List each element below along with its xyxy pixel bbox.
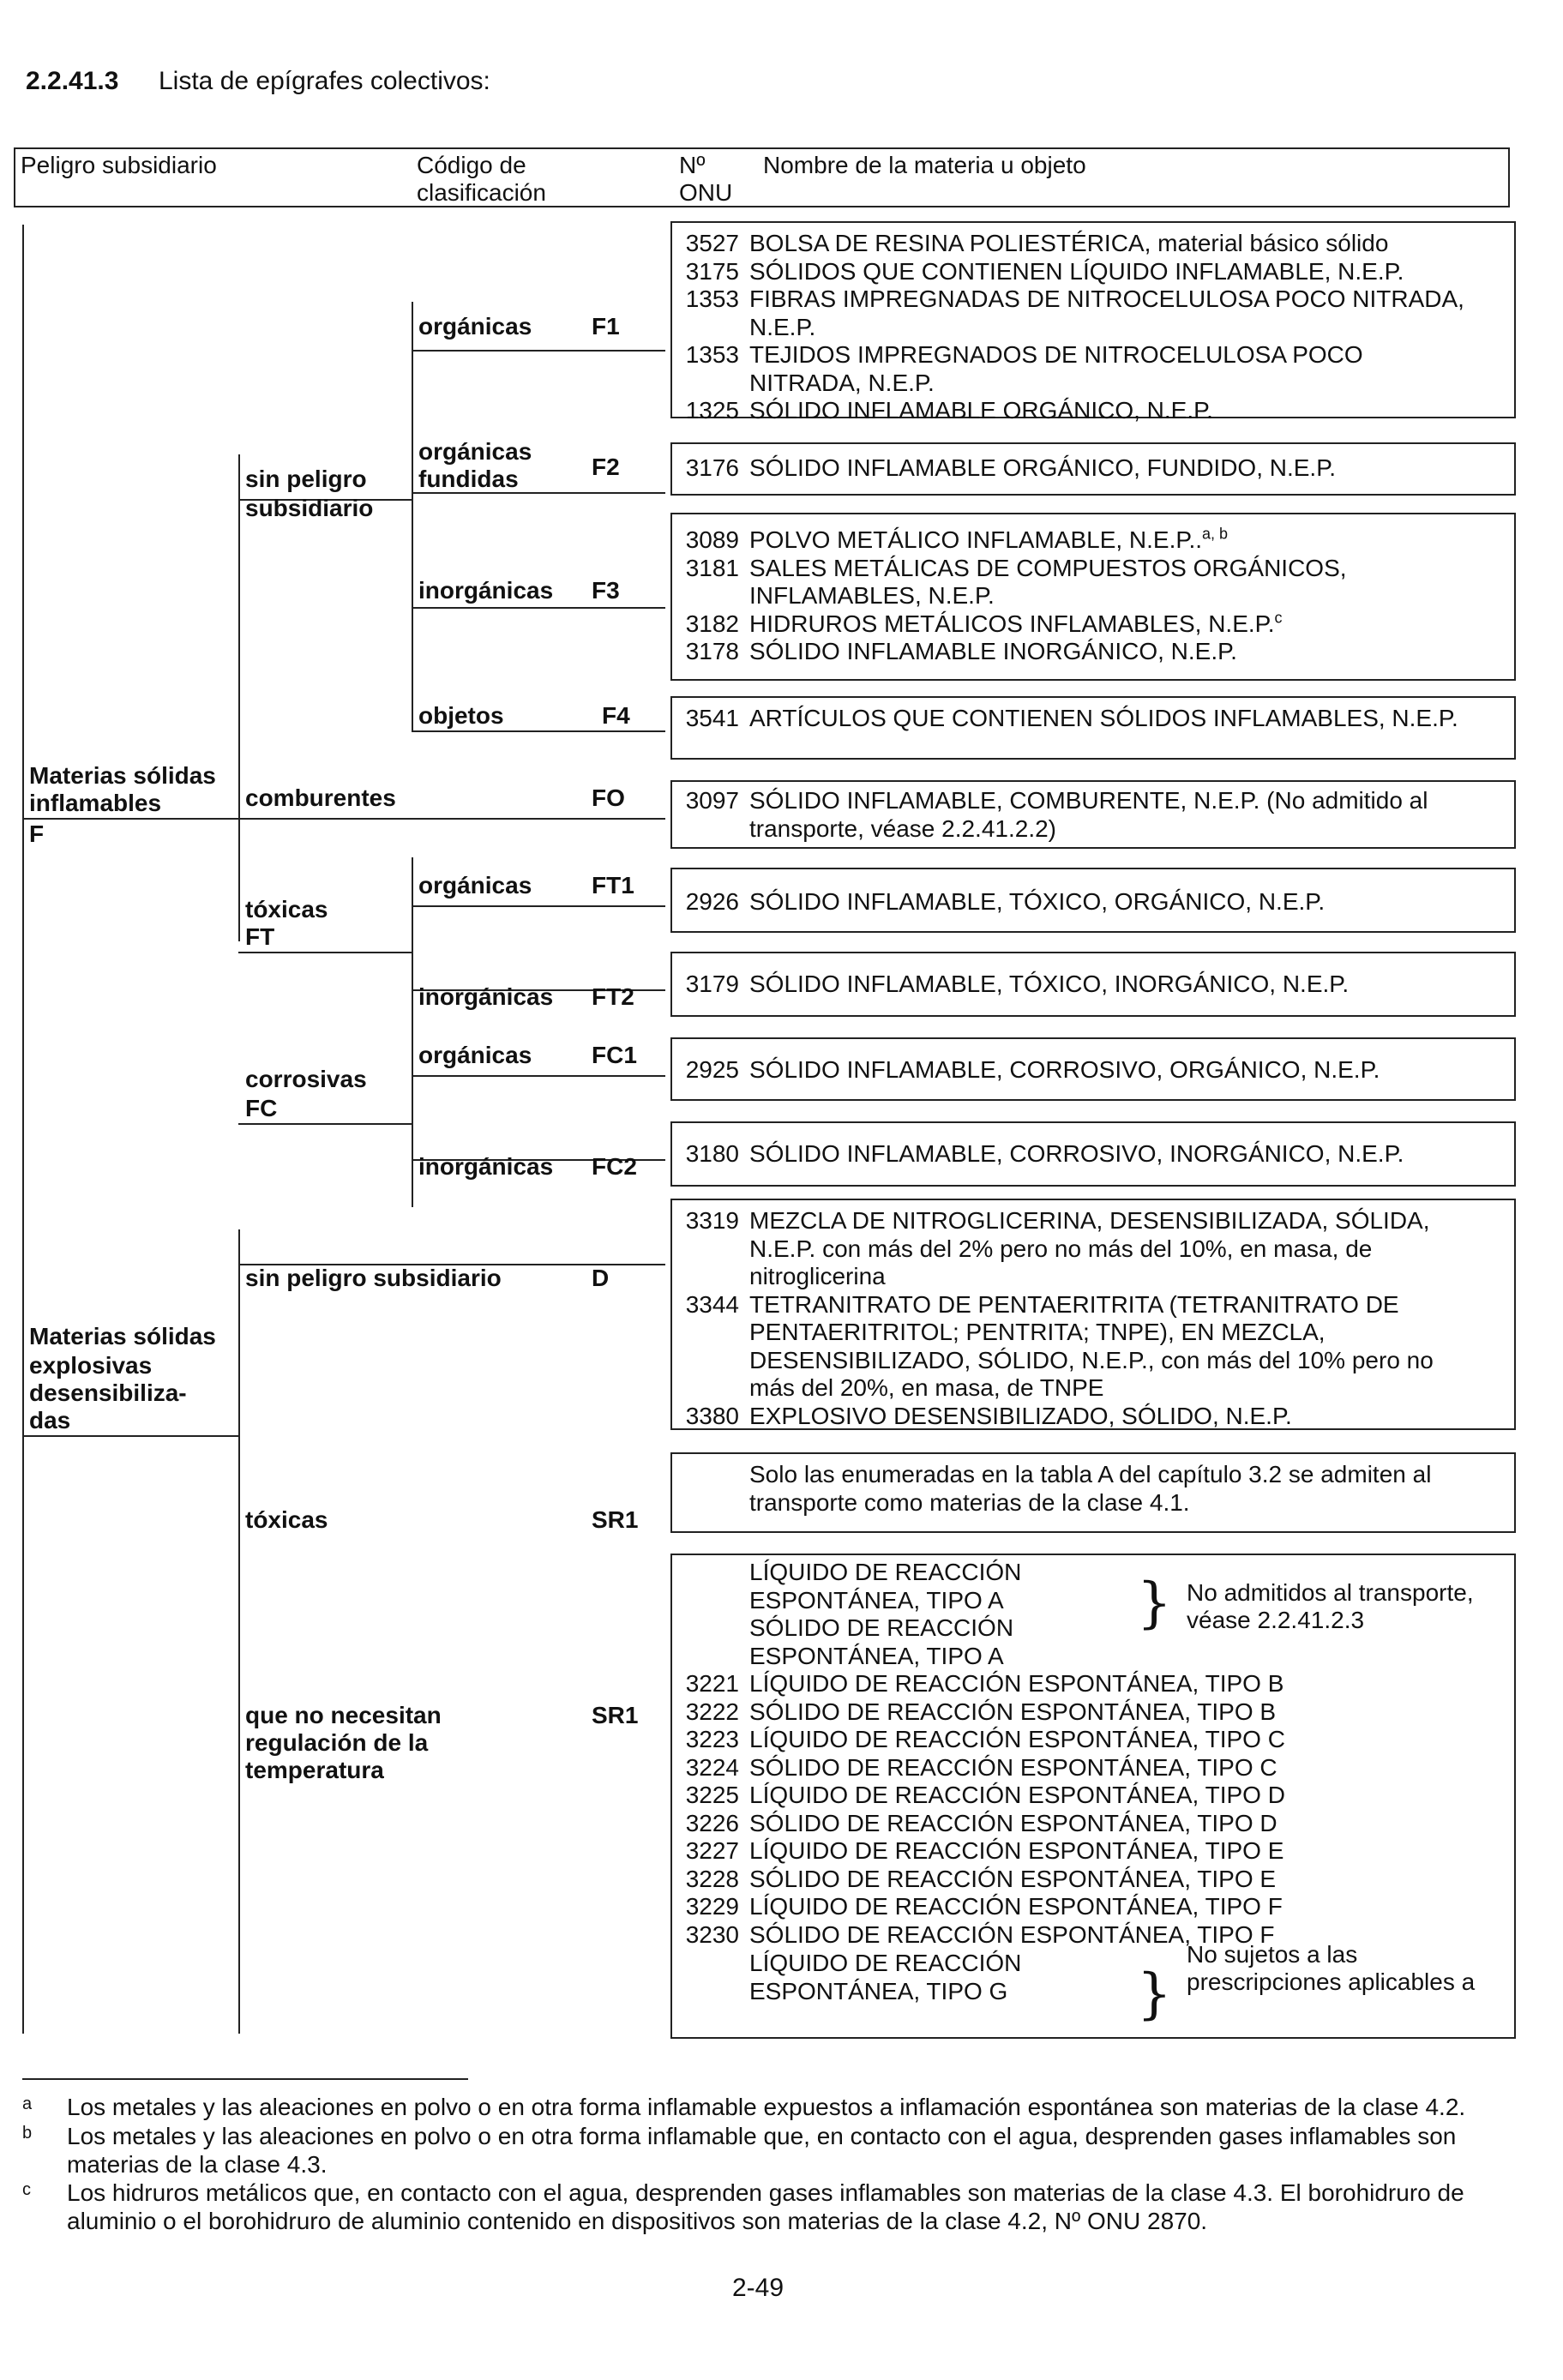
section-number: 2.2.41.3 xyxy=(26,67,119,95)
entry-line xyxy=(677,1140,1404,1169)
entry-line xyxy=(677,397,1213,425)
label-inorganicas-f3: inorgánicas xyxy=(418,577,554,604)
label-inorganicas-fc2: inorgánicas xyxy=(418,1153,554,1180)
entries-box-fc2 xyxy=(670,1121,1516,1187)
entry-line xyxy=(677,1726,1285,1754)
tree-line-main xyxy=(22,225,24,2034)
group-d-line2: explosivas xyxy=(29,1352,153,1379)
entries-box-f3 xyxy=(670,513,1516,681)
un-number: 3178 xyxy=(685,638,739,664)
label-que-no-line3: temperatura xyxy=(245,1757,384,1783)
sr1-note-top-line2: véase 2.2.41.2.3 xyxy=(1187,1607,1365,1633)
entry-name: SÓLIDOS QUE CONTIENEN LÍQUIDO INFLAMABLE, N.E.P. xyxy=(749,257,1404,285)
entry-name: SÓLIDO INFLAMABLE ORGÁNICO, N.E.P. xyxy=(749,397,1213,424)
label-que-no-line1: que no necesitan xyxy=(245,1702,442,1728)
entry-line xyxy=(677,1056,1380,1085)
entry-name: LÍQUIDO DE REACCIÓN xyxy=(749,1559,1022,1585)
entries-box-sr1 xyxy=(670,1554,1516,2039)
page-number: 2-49 xyxy=(732,2274,785,2302)
entry-name: LÍQUIDO DE REACCIÓN ESPONTÁNEA, TIPO B xyxy=(749,1670,1284,1697)
un-number: 3230 xyxy=(685,1920,739,1948)
tree-branch-ft1 xyxy=(412,905,665,907)
un-number: 3097 xyxy=(685,787,739,814)
footnote-b-text: Los metales y las aleaciones en polvo o en otra forma inflamable que, en contacto con el agua, desprenden gases inflamables son materias de la clase 4.3. xyxy=(67,2123,1457,2178)
entry-name: HIDRUROS METÁLICOS INFLAMABLES, N.E.P. xyxy=(749,610,1275,637)
tree-line-d-sub xyxy=(238,1229,240,2034)
brace-bottom-icon: } xyxy=(1137,1962,1172,2026)
tree-branch-f1 xyxy=(412,350,665,352)
entry-line xyxy=(677,1461,1431,1489)
entry-name: POLVO METÁLICO INFLAMABLE, N.E.P.. xyxy=(749,526,1203,553)
tree-branch-corrosivas xyxy=(238,1123,412,1125)
label-corrosivas: corrosivas xyxy=(245,1066,367,1092)
un-number: 3380 xyxy=(685,1402,739,1429)
entry-name: transporte como materias de la clase 4.1. xyxy=(749,1488,1190,1516)
code-sr1: SR1 xyxy=(592,1702,639,1728)
entry-name: LÍQUIDO DE REACCIÓN ESPONTÁNEA, TIPO C xyxy=(749,1726,1285,1752)
group-d-line3: desensibiliza- xyxy=(29,1379,187,1406)
un-number: 3180 xyxy=(685,1140,739,1167)
label-toxicas-sr1: tóxicas xyxy=(245,1506,328,1533)
header-codigo-line1: Código de xyxy=(417,152,526,178)
entry-line xyxy=(677,787,1428,815)
entry-name: SÓLIDO DE REACCIÓN ESPONTÁNEA, TIPO C xyxy=(749,1753,1277,1781)
footnote-c-marker: c xyxy=(22,2180,31,2199)
entry-line xyxy=(677,610,1283,639)
label-comburentes: comburentes xyxy=(245,784,396,811)
entry-line xyxy=(677,582,995,610)
entry-line xyxy=(677,1978,1007,2006)
entry-name: SÓLIDO INFLAMABLE, CORROSIVO, INORGÁNICO, N.E.P. xyxy=(749,1140,1404,1167)
un-number: 3222 xyxy=(685,1698,739,1725)
entry-line xyxy=(677,1374,1103,1403)
entry-name: LÍQUIDO DE REACCIÓN ESPONTÁNEA, TIPO E xyxy=(749,1837,1284,1864)
entry-line xyxy=(677,1950,1021,1978)
entries-box-f2 xyxy=(670,442,1516,496)
entries-box-ft2 xyxy=(670,952,1516,1017)
code-f1: F1 xyxy=(592,313,620,340)
group-d-line4: das xyxy=(29,1407,71,1433)
un-number: 3224 xyxy=(685,1753,739,1781)
entry-name: SÓLIDO INFLAMABLE INORGÁNICO, N.E.P. xyxy=(749,638,1237,664)
un-number: 1353 xyxy=(685,285,739,312)
entry-name: SÓLIDO INFLAMABLE ORGÁNICO, FUNDIDO, N.E.P. xyxy=(749,454,1337,481)
group-d-line1: Materias sólidas xyxy=(29,1323,216,1349)
entry-line xyxy=(677,1403,1292,1431)
entry-name: SÓLIDO INFLAMABLE, COMBURENTE, N.E.P. (No admitido al xyxy=(749,787,1428,814)
entry-line xyxy=(677,1837,1283,1866)
entry-line xyxy=(677,341,1363,370)
entry-line xyxy=(677,1893,1283,1921)
un-number: 2926 xyxy=(685,888,739,915)
table-header xyxy=(14,147,1510,207)
entry-line xyxy=(677,705,1458,733)
label-organicas-fund-line2: fundidas xyxy=(418,466,519,492)
un-number: 3182 xyxy=(685,610,739,637)
un-number: 3319 xyxy=(685,1207,739,1234)
entries-box-d xyxy=(670,1199,1516,1430)
section-title: Lista de epígrafes colectivos: xyxy=(159,67,490,95)
entry-name: nitroglicerina xyxy=(749,1263,886,1289)
tree-line-f-sub xyxy=(238,454,240,941)
un-number: 3226 xyxy=(685,1809,739,1836)
header-codigo-line2: clasificación xyxy=(417,179,546,206)
entry-name: TEJIDOS IMPREGNADOS DE NITROCELULOSA POCO xyxy=(749,341,1363,368)
tree-branch-toxicas xyxy=(238,952,412,953)
code-fc2: FC2 xyxy=(592,1153,637,1180)
entry-name: SÓLIDO DE REACCIÓN ESPONTÁNEA, TIPO B xyxy=(749,1698,1277,1725)
entry-name: LÍQUIDO DE REACCIÓN xyxy=(749,1950,1022,1976)
un-number: 3541 xyxy=(685,705,739,731)
header-no-line2: ONU xyxy=(679,179,733,206)
code-f2: F2 xyxy=(592,454,620,480)
code-sr1-toxicas: SR1 xyxy=(592,1506,639,1533)
entry-name: SALES METÁLICAS DE COMPUESTOS ORGÁNICOS, xyxy=(749,554,1347,581)
entry-name: NITRADA, N.E.P. xyxy=(749,369,935,396)
entry-name: SÓLIDO INFLAMABLE, TÓXICO, INORGÁNICO, N.E.P. xyxy=(749,971,1350,997)
entry-name: LÍQUIDO DE REACCIÓN ESPONTÁNEA, TIPO F xyxy=(749,1893,1283,1920)
label-organicas-fund-line1: orgánicas xyxy=(418,438,532,465)
code-f4: F4 xyxy=(602,702,630,729)
entry-line xyxy=(677,370,935,398)
entry-name: ESPONTÁNEA, TIPO A xyxy=(749,1642,1004,1669)
entry-name: FIBRAS IMPREGNADAS DE NITROCELULOSA POCO NITRADA, xyxy=(749,285,1464,312)
footnote-ref: a, b xyxy=(1202,525,1229,543)
un-number: 3225 xyxy=(685,1782,739,1808)
entries-box-sr1-toxicas xyxy=(670,1452,1516,1533)
entry-line xyxy=(677,285,1464,314)
entry-name: TETRANITRATO DE PENTAERITRITA (TETRANITRATO DE xyxy=(749,1290,1399,1318)
footnote-ref: c xyxy=(1274,609,1283,627)
un-number: 2925 xyxy=(685,1056,739,1083)
footnote-a-text: Los metales y las aleaciones en polvo o en otra forma inflamable expuestos a inflamación espontánea son materias de la clase 4.2. xyxy=(67,2094,1466,2120)
entry-line xyxy=(677,1291,1399,1319)
un-number: 1353 xyxy=(685,341,739,368)
un-number: 3089 xyxy=(685,526,739,553)
entry-line xyxy=(677,1921,1275,1950)
tree-branch-f xyxy=(22,818,665,820)
group-f-line2: inflamables xyxy=(29,790,162,816)
entry-name: SÓLIDO INFLAMABLE, CORROSIVO, ORGÁNICO, N.E.P. xyxy=(749,1056,1380,1083)
entry-line xyxy=(677,1319,1326,1347)
footnote-rule xyxy=(22,2078,468,2080)
entry-name: N.E.P. con más del 2% pero no más del 10%, en masa, de xyxy=(749,1235,1373,1262)
entry-line xyxy=(677,1754,1277,1782)
label-organicas-fc1: orgánicas xyxy=(418,1042,532,1068)
entry-name: SÓLIDO DE REACCIÓN ESPONTÁNEA, TIPO D xyxy=(749,1809,1277,1836)
entry-line xyxy=(677,1614,1013,1643)
entry-line xyxy=(677,638,1237,666)
un-number: 1325 xyxy=(685,397,739,424)
entry-line xyxy=(677,1489,1190,1518)
entry-name: SÓLIDO INFLAMABLE, TÓXICO, ORGÁNICO, N.E.P. xyxy=(749,888,1326,915)
entry-line xyxy=(677,888,1325,917)
header-peligro: Peligro subsidiario xyxy=(21,152,217,178)
entry-name: más del 20%, en masa, de TNPE xyxy=(749,1374,1104,1401)
un-number: 3228 xyxy=(685,1865,739,1892)
un-number: 3229 xyxy=(685,1893,739,1920)
tree-branch-fc1 xyxy=(412,1075,665,1077)
group-f-code: F xyxy=(29,820,45,847)
entry-line xyxy=(677,971,1349,999)
sr1-note-bottom-line2: prescripciones aplicables a xyxy=(1187,1968,1476,1995)
sr1-note-top-line1: No admitidos al transporte, xyxy=(1187,1579,1474,1606)
un-number: 3527 xyxy=(685,230,739,256)
tree-line-sin-peligro xyxy=(412,302,413,730)
un-number: 3181 xyxy=(685,554,739,581)
entry-line xyxy=(677,230,1388,258)
group-f-line1: Materias sólidas xyxy=(29,762,216,789)
label-que-no-line2: regulación de la xyxy=(245,1729,429,1756)
entry-name: Solo las enumeradas en la tabla A del capítulo 3.2 se admiten al xyxy=(749,1461,1432,1488)
un-number: 3344 xyxy=(685,1290,739,1318)
entry-name: transporte, véase 2.2.41.2.2) xyxy=(749,814,1056,842)
code-ft2: FT2 xyxy=(592,983,634,1010)
entries-box-fo xyxy=(670,780,1516,849)
header-no-line1: Nº xyxy=(679,152,706,178)
entry-name: INFLAMABLES, N.E.P. xyxy=(749,582,995,609)
entry-line xyxy=(677,1235,1372,1264)
entry-line xyxy=(677,1207,1430,1235)
entry-line xyxy=(677,314,815,342)
tree-branch-d xyxy=(22,1435,238,1437)
entry-line xyxy=(677,1698,1276,1727)
entry-line xyxy=(677,815,1056,844)
label-inorganicas-ft2: inorgánicas xyxy=(418,983,554,1010)
entry-line xyxy=(677,258,1404,286)
entry-line xyxy=(677,1670,1283,1698)
entry-name: N.E.P. xyxy=(749,313,816,340)
un-number: 3179 xyxy=(685,971,739,997)
brace-top-icon: } xyxy=(1137,1572,1172,1635)
entry-line xyxy=(677,1810,1277,1838)
footnote-b-marker: b xyxy=(22,2124,33,2143)
entry-name: LÍQUIDO DE REACCIÓN ESPONTÁNEA, TIPO D xyxy=(749,1782,1285,1808)
code-fo: FO xyxy=(592,784,625,811)
entry-name: BOLSA DE RESINA POLIESTÉRICA, material básico sólido xyxy=(749,230,1389,256)
footnote-a-marker: a xyxy=(22,2095,33,2113)
code-d: D xyxy=(592,1265,610,1291)
label-toxicas-ft: tóxicas xyxy=(245,896,328,923)
entry-line xyxy=(677,1559,1021,1587)
un-number: 3175 xyxy=(685,257,739,285)
code-fc1: FC1 xyxy=(592,1042,637,1068)
tree-branch-f3 xyxy=(412,607,665,609)
tree-branch-f4 xyxy=(412,730,665,732)
entries-box-f1 xyxy=(670,221,1516,424)
entry-name: SÓLIDO DE REACCIÓN xyxy=(749,1614,1014,1641)
label-fc: FC xyxy=(245,1095,278,1121)
entries-box-ft1 xyxy=(670,868,1516,933)
entry-name: ESPONTÁNEA, TIPO A xyxy=(749,1586,1004,1614)
entry-name: SÓLIDO DE REACCIÓN ESPONTÁNEA, TIPO E xyxy=(749,1865,1277,1892)
entries-box-fc1 xyxy=(670,1037,1516,1101)
entry-line xyxy=(677,1587,1004,1615)
entry-line xyxy=(677,1782,1285,1810)
label-organicas-f1: orgánicas xyxy=(418,313,532,340)
un-number: 3223 xyxy=(685,1726,739,1752)
label-objetos: objetos xyxy=(418,702,504,729)
footnote-c-text: Los hidruros metálicos que, en contacto con el agua, desprenden gases inflamables son materias de la clase 4.3. El borohidruro de aluminio o el borohidruro de aluminio contenido en dispositivos son materias de la clase 4.2, Nº ONU 2870. xyxy=(67,2179,1464,2234)
entry-name: EXPLOSIVO DESENSIBILIZADO, SÓLIDO, N.E.P. xyxy=(749,1402,1292,1429)
un-number: 3227 xyxy=(685,1837,739,1864)
un-number: 3176 xyxy=(685,454,739,481)
entry-name: DESENSIBILIZADO, SÓLIDO, N.E.P., con más del 10% pero no xyxy=(749,1346,1434,1373)
label-ft: FT xyxy=(245,923,275,950)
entry-name: ARTÍCULOS QUE CONTIENEN SÓLIDOS INFLAMABLES, N.E.P. xyxy=(749,705,1458,731)
header-nombre: Nombre de la materia u objeto xyxy=(763,152,1086,178)
code-ft1: FT1 xyxy=(592,872,634,899)
entries-box-f4 xyxy=(670,696,1516,760)
entry-line xyxy=(677,526,1228,555)
entry-name: PENTAERITRITOL; PENTRITA; TNPE), EN MEZCLA, xyxy=(749,1319,1326,1345)
entry-line xyxy=(677,1866,1276,1894)
label-sin-peligro-d: sin peligro subsidiario xyxy=(245,1265,502,1291)
entry-line xyxy=(677,555,1347,583)
entry-name: ESPONTÁNEA, TIPO G xyxy=(749,1977,1008,2004)
entry-line xyxy=(677,1347,1434,1375)
tree-line-corrosivas xyxy=(412,1027,413,1207)
label-organicas-ft1: orgánicas xyxy=(418,872,532,899)
entry-name: MEZCLA DE NITROGLICERINA, DESENSIBILIZADA, SÓLIDA, xyxy=(749,1207,1430,1234)
code-f3: F3 xyxy=(592,577,620,604)
label-sin-peligro-line2: subsidiario xyxy=(245,495,374,521)
un-number: 3221 xyxy=(685,1670,739,1697)
label-sin-peligro-line1: sin peligro xyxy=(245,466,367,492)
sr1-note-bottom-line1: No sujetos a las xyxy=(1187,1941,1358,1968)
entry-line xyxy=(677,454,1336,483)
entry-line xyxy=(677,1643,1004,1671)
entry-line xyxy=(677,1263,886,1291)
tree-line-toxicas xyxy=(412,857,413,1037)
entry-name: SÓLIDO DE REACCIÓN ESPONTÁNEA, TIPO F xyxy=(749,1920,1275,1948)
